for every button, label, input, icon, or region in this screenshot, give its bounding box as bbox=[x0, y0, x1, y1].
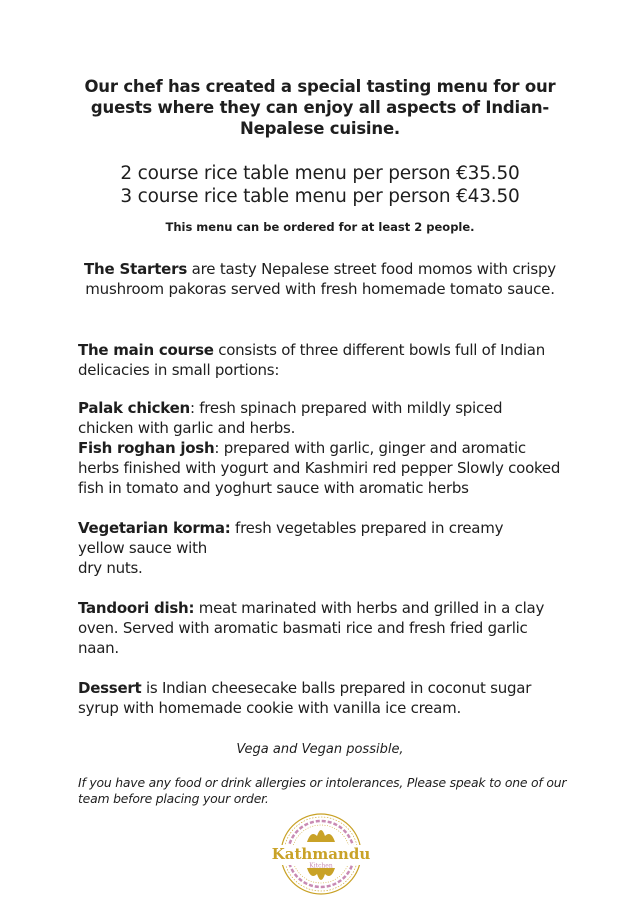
dish-name: Fish roghan josh bbox=[78, 439, 215, 457]
intro-text: Our chef has created a special tasting menu for our guests where they can enjoy all aspects of Indian-Nepalese cuisine. bbox=[84, 77, 556, 138]
dish-fish-roghan-josh bbox=[78, 438, 568, 498]
main-course-title: The main course bbox=[78, 341, 214, 359]
main-course-text: consists of three different bowls full of Indian delicacies in small portions: bbox=[78, 341, 545, 379]
dish-name: Vegetarian korma: bbox=[78, 519, 231, 537]
dish-description-line3: dry nuts. bbox=[78, 559, 143, 577]
dish-vegetarian-korma bbox=[78, 518, 578, 578]
dish-name: Palak chicken bbox=[78, 399, 190, 417]
dish-description: : prepared with garlic, ginger and aromatic herbs finished with yogurt and Kashmiri red pepper Slowly cooked fish in tomato and yoghurt sauce with aromatic herbs bbox=[78, 439, 561, 497]
dessert-title: Dessert bbox=[78, 679, 142, 697]
kathmandu-kitchen-logo bbox=[271, 812, 371, 897]
logo-sub-text: Kitchen bbox=[309, 862, 333, 870]
price-2-course: 2 course rice table menu per person €35.50 bbox=[120, 163, 520, 184]
dish-palak-chicken bbox=[78, 398, 548, 438]
minimum-people-note: This menu can be ordered for at least 2 people. bbox=[165, 220, 475, 234]
allergy-note: If you have any food or drink allergies or intolerances, Please speak to one of our team before placing your order. bbox=[78, 775, 567, 806]
vegan-note: Vega and Vegan possible, bbox=[236, 742, 404, 757]
starters-title: The Starters bbox=[84, 260, 188, 278]
dessert-text: is Indian cheesecake balls prepared in coconut sugar syrup with homemade cookie with vanilla ice cream. bbox=[78, 679, 532, 717]
dish-description-line2: yellow sauce with bbox=[78, 539, 207, 557]
price-3-course: 3 course rice table menu per person €43.50 bbox=[120, 186, 520, 207]
starters-text: are tasty Nepalese street food momos with crispy mushroom pakoras served with fresh homemade tomato sauce. bbox=[85, 260, 556, 298]
dish-description: fresh vegetables prepared in creamy bbox=[230, 519, 504, 537]
price-list bbox=[80, 162, 560, 208]
dish-description: : fresh spinach prepared with mildly spiced chicken with garlic and herbs. bbox=[78, 399, 503, 437]
dessert-section bbox=[78, 678, 558, 718]
main-course-section bbox=[78, 340, 548, 380]
logo-emblem-icon bbox=[271, 812, 371, 897]
logo-brand-text: Kathmandu bbox=[271, 845, 371, 863]
dish-description: meat marinated with herbs and grilled in a clay oven. Served with aromatic basmati rice and fresh fried garlic naan. bbox=[78, 599, 545, 657]
dish-name: Tandoori dish: bbox=[78, 599, 195, 617]
starters-section bbox=[78, 259, 562, 299]
dish-tandoori bbox=[78, 598, 568, 658]
